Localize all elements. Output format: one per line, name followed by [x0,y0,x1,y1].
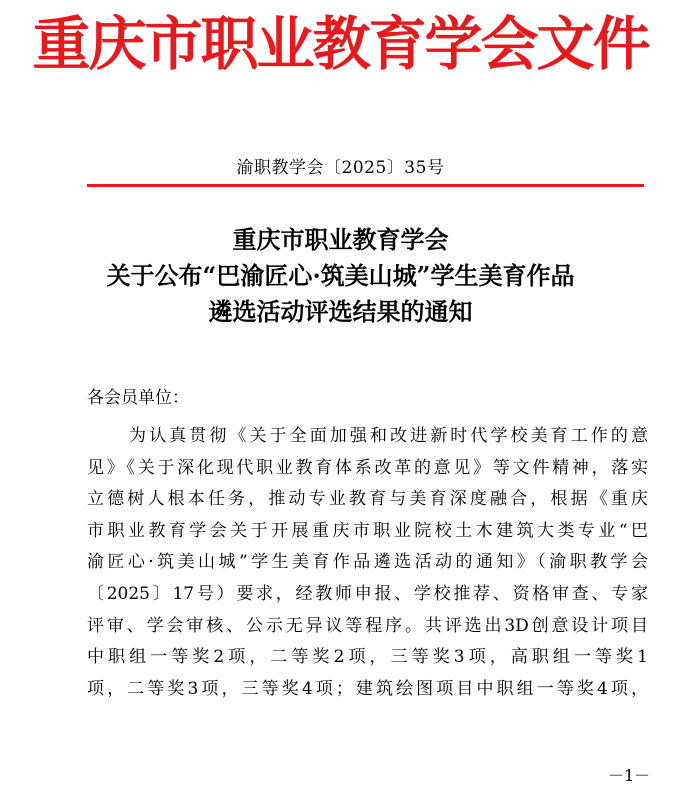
title-line: 遴选活动评选结果的通知 [208,297,473,326]
body-line: 评审、学会审核、公示无异议等程序。共评选出3D创意设计项目 [87,615,648,636]
body-line: 项，二等奖3项，三等奖4项；建筑绘图项目中职组一等奖4项， [87,678,648,699]
org-header: 重庆市职业教育学会文件 [32,10,649,78]
title-line: 关于公布“巴渝匠心·筑美山城”学生美育作品 [106,261,575,290]
body-line: 市职业教育学会关于开展重庆市职业院校土木建筑大类专业“巴 [87,520,648,541]
body-line: 见》《关于深化现代职业教育体系改革的意见》等文件精神，落实 [87,457,648,478]
page-number: －1－ [608,766,651,785]
body-line: 渝匠心·筑美山城”学生美育作品遴选活动的通知》（渝职教学会 [87,552,648,573]
body-line: 〔2025〕17号）要求，经教师申报、学校推荐、资格审查、专家 [87,583,648,604]
doc-number: 渝职教学会〔2025〕35号 [236,158,445,178]
red-divider [87,184,644,187]
body-paragraph [87,421,648,705]
salutation: 各会员单位： [87,388,189,408]
body-line: 中职组一等奖2项，二等奖2项，三等奖3项，高职组一等奖1 [87,647,648,668]
document-title [0,222,681,330]
body-line: 为认真贯彻《关于全面加强和改进新时代学校美育工作的意 [129,426,648,446]
body-line: 立德树人根本任务，推动专业教育与美育深度融合，根据《重庆 [87,489,648,510]
title-line: 重庆市职业教育学会 [232,225,449,254]
